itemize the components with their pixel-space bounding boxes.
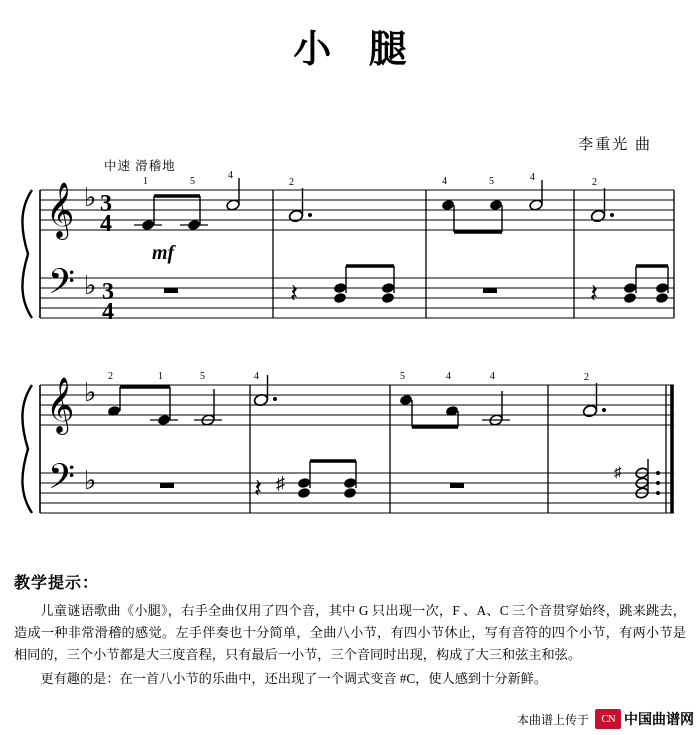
treble-clef-icon-2: 𝄞 [46, 379, 75, 432]
treble-clef-icon: 𝄞 [46, 184, 75, 237]
score-system-1 [18, 170, 682, 363]
key-signature-treble-2: ♭ [84, 378, 97, 407]
svg-text:5: 5 [200, 371, 205, 382]
composer-credit: 李重光 曲 [578, 137, 652, 153]
teaching-tips-heading: 教学提示： [14, 575, 100, 592]
measure-4-bass [590, 266, 669, 308]
score-system-2 [18, 373, 682, 558]
tempo-marking: 中速 滑稽地 [104, 159, 176, 173]
measure-6-bass [254, 461, 357, 503]
svg-text:♯: ♯ [614, 465, 622, 481]
measure-3-treble [441, 172, 543, 232]
teaching-paragraph-1: 儿童谜语歌曲《小腿》，右手全曲仅用了四个音，其中 G 只出现一次，F 、A、C 三个音贯穿始终，跳来跳去，造成一种非常滑稽的感觉。左手伴奏也十分简单，全曲八小节，有四小节休止，写有音符的四个小节，有两小节是相同的，三个小节都是大三度音程，只有最后一小节，三个音同时出现，构成了大三和弦主和弦。 [14, 603, 686, 662]
page-title: 小 腿 [293, 29, 421, 71]
measure-1-bass [164, 288, 178, 293]
svg-text:2: 2 [108, 371, 113, 382]
svg-text:2: 2 [289, 177, 294, 188]
site-logo[interactable] [595, 709, 694, 729]
svg-text:4: 4 [530, 172, 535, 183]
measure-5-bass [160, 483, 174, 488]
measure-3-bass [483, 288, 497, 293]
svg-text:2: 2 [584, 372, 589, 383]
accidental-sharp: ♯ [276, 473, 285, 493]
svg-text:5: 5 [489, 176, 494, 187]
teaching-tips-body [14, 600, 686, 692]
sheet-music-page [0, 18, 700, 735]
svg-text:4: 4 [490, 371, 495, 382]
measure-5-treble [107, 371, 222, 426]
measure-1-treble [134, 170, 240, 231]
key-signature-bass-2: ♭ [84, 466, 97, 495]
time-signature-bass-top: 3 [102, 279, 114, 305]
key-signature-treble: ♭ [84, 183, 97, 212]
footer-text: 本曲谱上传于 [516, 712, 589, 727]
dynamic-marking: mf [152, 242, 175, 264]
svg-text:4: 4 [446, 371, 451, 382]
time-signature-treble-bottom: 4 [100, 211, 112, 237]
measure-2-bass [290, 266, 395, 308]
footer-credit [517, 709, 694, 729]
svg-text:4: 4 [442, 176, 447, 187]
key-signature-bass: ♭ [84, 271, 97, 300]
svg-text:4: 4 [254, 371, 259, 382]
svg-text:𝄽: 𝄽 [254, 474, 262, 503]
logo-text: 中国曲谱网 [624, 713, 694, 728]
bass-clef-icon-2: 𝄢 [48, 459, 76, 505]
measure-6-treble [253, 371, 277, 407]
time-signature-treble-top: 3 [100, 191, 112, 217]
svg-text:4: 4 [228, 170, 233, 181]
teaching-paragraph-2: 更有趣的是：在一首八小节的乐曲中，还出现了一个调式变音 #C，使人感到十分新鲜。 [40, 671, 548, 686]
svg-text:𝄽: 𝄽 [590, 279, 598, 308]
quarter-rest: 𝄽 [290, 279, 298, 308]
svg-text:1: 1 [143, 176, 148, 187]
svg-text:1: 1 [158, 371, 163, 382]
measure-7-treble [399, 371, 510, 427]
svg-text:5: 5 [400, 371, 405, 382]
time-signature-bass-bottom: 4 [102, 299, 114, 325]
bass-clef-icon: 𝄢 [48, 264, 76, 310]
logo-mark-icon: CN [595, 709, 621, 729]
svg-text:5: 5 [190, 176, 195, 187]
measure-7-bass [450, 483, 464, 488]
svg-text:2: 2 [592, 177, 597, 188]
